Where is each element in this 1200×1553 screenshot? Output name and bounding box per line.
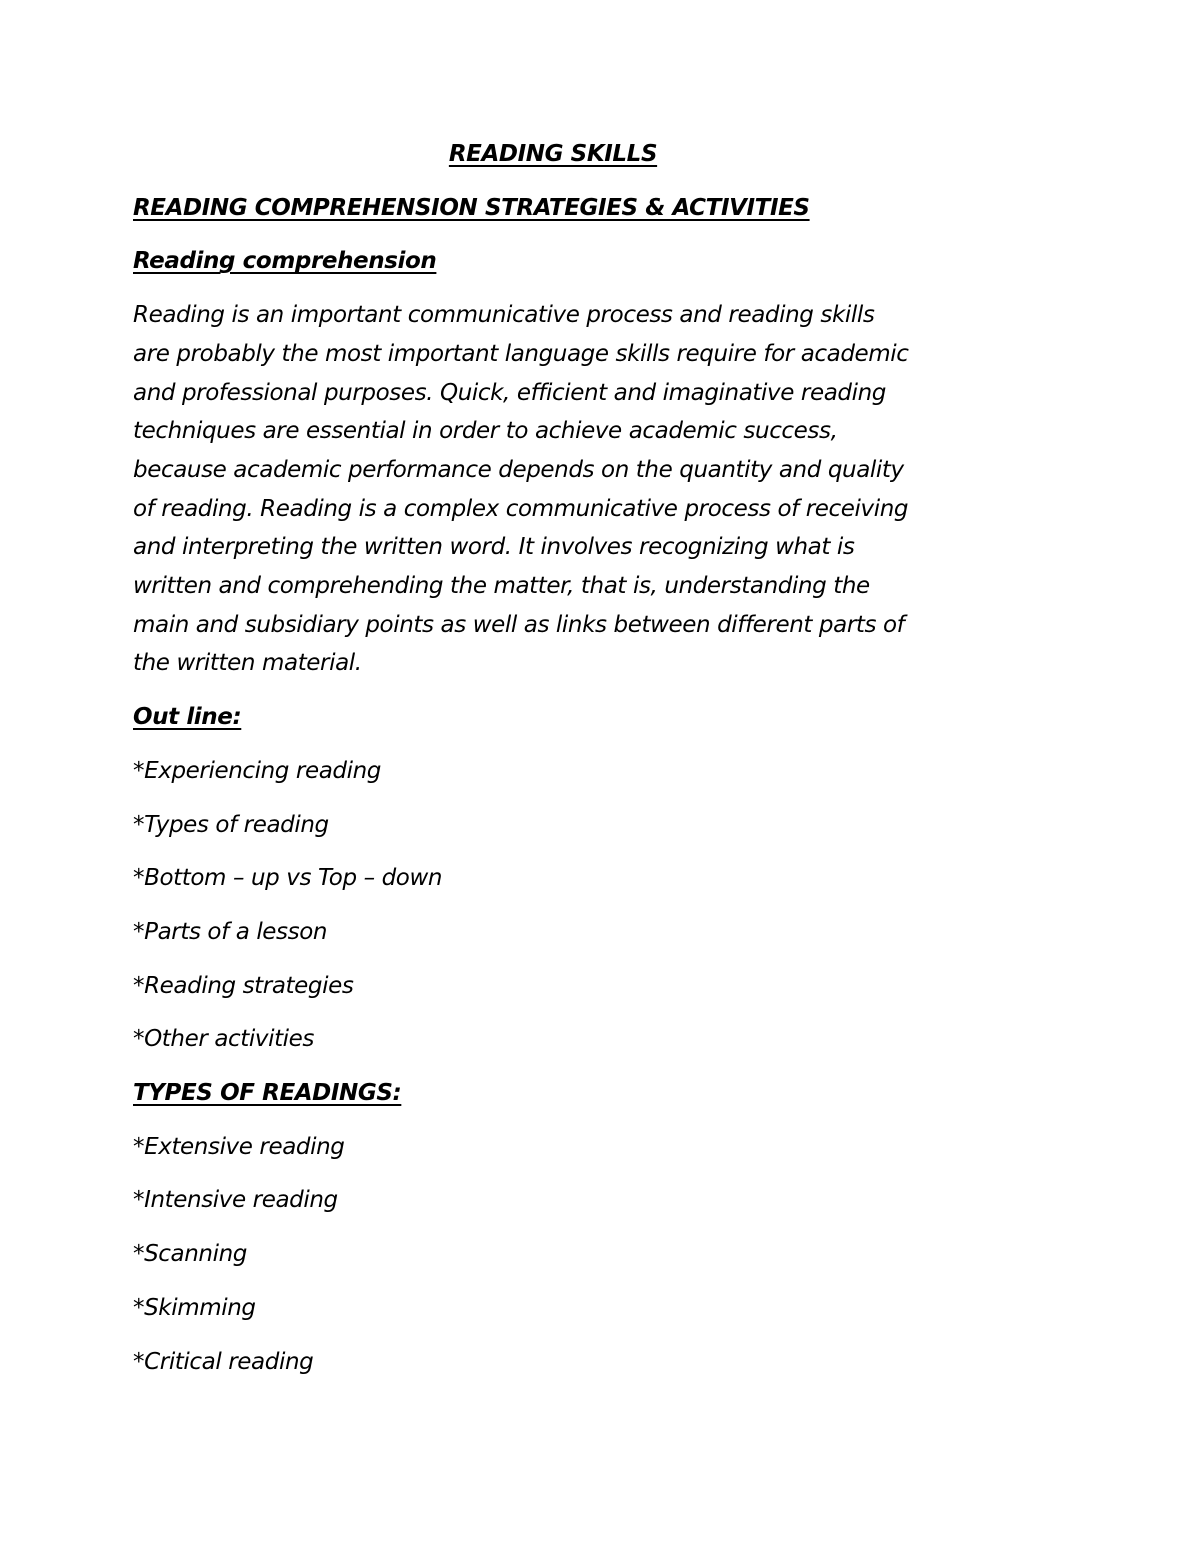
document-subtitle: READING COMPREHENSION STRATEGIES & ACTIVITIES <box>133 194 810 221</box>
outline-item: *Parts of a lesson <box>133 918 328 945</box>
paragraph-line: and professional purposes. Quick, efficient and imaginative reading <box>133 379 886 406</box>
paragraph-line: because academic performance depends on the quantity and quality <box>133 456 904 483</box>
paragraph-line: techniques are essential in order to achieve academic success, <box>133 418 838 445</box>
paragraph-line: are probably the most important language skills require for academic <box>133 340 909 367</box>
paragraph-reading-comprehension <box>133 296 973 683</box>
section-heading-outline: Out line: <box>133 704 242 731</box>
types-item: *Extensive reading <box>133 1133 345 1160</box>
outline-item: *Bottom – up vs Top – down <box>133 865 443 892</box>
outline-item: *Reading strategies <box>133 972 354 999</box>
paragraph-line: Reading is an important communicative process and reading skills <box>133 302 875 329</box>
paragraph-line: main and subsidiary points as well as links between different parts of <box>133 611 905 638</box>
types-item: *Critical reading <box>133 1348 314 1375</box>
section-heading-types-of-readings: TYPES OF READINGS: <box>133 1080 402 1107</box>
paragraph-line: of reading. Reading is a complex communicative process of receiving <box>133 495 909 522</box>
document-title: READING SKILLS <box>448 141 658 167</box>
outline-item: *Other activities <box>133 1026 315 1053</box>
outline-item: *Types of reading <box>133 811 329 838</box>
document-body <box>133 135 973 1396</box>
types-item: *Skimming <box>133 1294 256 1321</box>
outline-item: *Experiencing reading <box>133 757 381 784</box>
types-item: *Intensive reading <box>133 1187 338 1214</box>
section-heading-reading-comprehension: Reading comprehension <box>133 248 437 275</box>
paragraph-line: the written material. <box>133 650 362 677</box>
paragraph-line: and interpreting the written word. It involves recognizing what is <box>133 534 855 561</box>
paragraph-line: written and comprehending the matter, that is, understanding the <box>133 573 870 600</box>
types-item: *Scanning <box>133 1241 247 1268</box>
title-wrapper <box>0 135 816 174</box>
